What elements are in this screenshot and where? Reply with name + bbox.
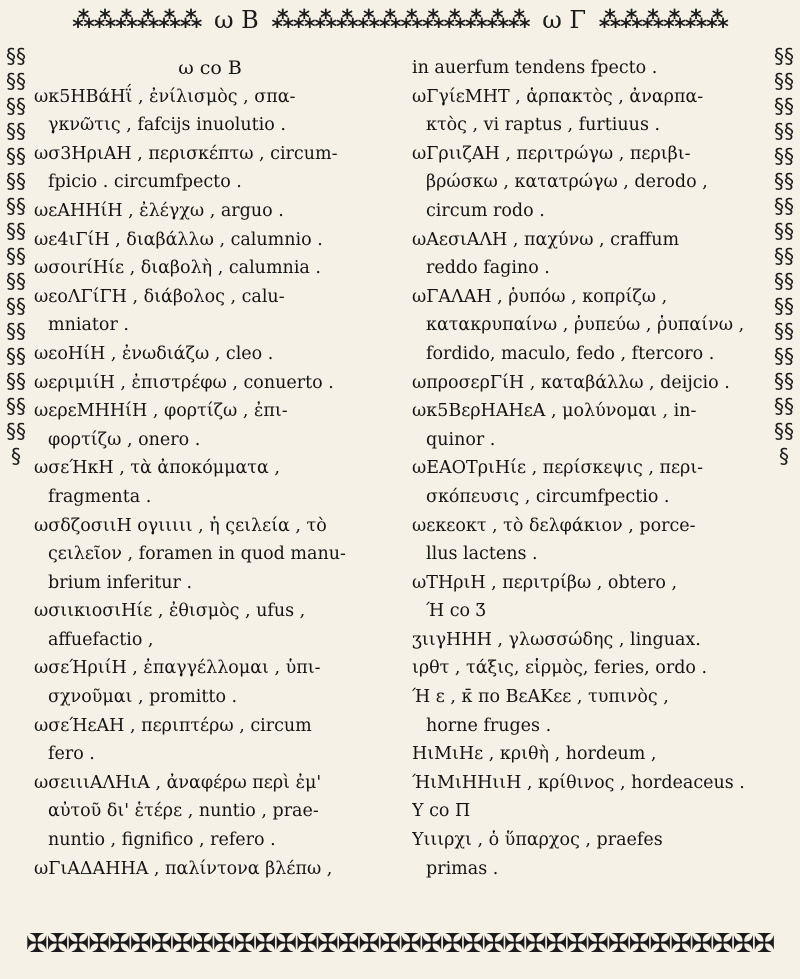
- entry-line: ωκ5ΒερΗΑΗεΑ , μολύνομαι , in-: [412, 401, 697, 422]
- entry-line: quinor .: [426, 429, 496, 450]
- entry-line: βρώσκω , κατατρώγω , derodo ,: [426, 172, 708, 193]
- entry-line: affuefactio ,: [48, 629, 154, 650]
- entry-line: αὐτοῦ δι' ἑτέρε , nuntio , prae-: [48, 801, 319, 822]
- entry-line: ωσεΉριίΗ , ἐπαγγέλλομαι , ὑπι-: [34, 658, 321, 679]
- entry-line: ςειλεῖον , foramen in quod manu-: [48, 544, 346, 565]
- entry-line: ΗιΜιΗε , κριθὴ , hordeum ,: [412, 744, 657, 765]
- entry-line: in auerfum tendens fpecto .: [412, 58, 658, 78]
- entry-line: ωσεΉεΑΗ , περιπτέρω , circum: [34, 715, 312, 736]
- entry-line: fragmenta .: [48, 486, 152, 507]
- entry-line: κτὸς , vi raptus , furtiuus .: [426, 115, 661, 136]
- entry-line: ωεοΛΓίΓΗ , διάβολος , calu-: [34, 286, 285, 307]
- header-letter-left: ω Β: [213, 6, 259, 34]
- entry-line: γκνῶτις , fafcijs inuolutio .: [48, 115, 286, 136]
- entry-line: ιρθτ , τάξις, εἱρμὸς, feries, ordo .: [412, 658, 708, 679]
- header-letter-right: ω Γ: [542, 6, 587, 34]
- entry-line: Ή co Ʒ: [426, 601, 486, 622]
- entry-line: Yιιιρχι , ὁ ὕπαρχος , praefes: [412, 830, 663, 851]
- left-ornament-border: §§§§§§§§§§§§§§§§§§§§§§§§§§§§§§§§§: [6, 44, 26, 468]
- entry-line: ωΓριιζΑΗ , περιτρώγω , περιβι-: [412, 143, 691, 164]
- entry-line: fero .: [48, 744, 95, 765]
- entry-line: horne fruges .: [426, 715, 552, 736]
- entry-line: fordido, maculo, fedo , ftercoro .: [426, 343, 715, 364]
- entry-line: ωεοΗίΗ , ἐνωδιάζω , cleo .: [34, 343, 274, 364]
- entry-line: ωεκεοκτ , τὸ δελφάκιον , porce-: [412, 515, 696, 536]
- header-ornament-right: ⁂⁂⁂⁂⁂⁂: [598, 7, 728, 33]
- entry-line: ωσοιrίΗίε , διαβολὴ , calumnia .: [34, 258, 321, 279]
- left-column: [34, 54, 386, 904]
- entry-line: fpicio . circumfpecto .: [48, 172, 242, 193]
- right-ornament-border: §§§§§§§§§§§§§§§§§§§§§§§§§§§§§§§§§: [774, 44, 794, 468]
- entry-line: ωκ5ΗΒάΗΐ , ἐνίλισμὸς , σπα-: [34, 86, 296, 107]
- entry-line: mniator .: [48, 315, 129, 336]
- entry-line: ωΓΑΛΑΗ , ῥυπόω , κοπρίζω ,: [412, 286, 668, 307]
- header-ornament-left: ⁂⁂⁂⁂⁂⁂: [72, 7, 202, 33]
- entry-line: nuntio , fignifico , refero .: [48, 830, 276, 851]
- entry-line: Ή ε , κ̄ πο ΒεΑΚεε , τυπινὸς ,: [412, 687, 669, 708]
- entry-line: σκόπευσις , circumfpectio .: [426, 486, 670, 507]
- entry-line: ωε4ιΓίΗ , διαβάλλω , calumnio .: [34, 229, 323, 250]
- entry-line: σχνοῦμαι , promitto .: [48, 687, 238, 708]
- section-heading-b: ω co Β: [178, 57, 242, 79]
- right-entries: [412, 54, 764, 883]
- entry-line: ʒιιγΗΗΗ , γλωσσώδης , linguax.: [412, 629, 701, 650]
- entry-line: ωσειιιΑΛΗιΑ , ἀναφέρω περὶ ἐμ': [34, 772, 322, 793]
- entry-line: ωΤΗριΗ , περιτρίβω , obtero ,: [412, 572, 678, 593]
- right-column: [412, 54, 764, 904]
- entry-line: ωεΑΗΗίΗ , ἐλέγχω , arguo .: [34, 200, 284, 221]
- entry-line: κατακρυπαίνω , ῥυπεύω , ῥυπαίνω ,: [426, 315, 745, 336]
- entry-line: ωπροσερΓίΗ , καταβάλλω , deijcio .: [412, 372, 730, 393]
- entry-line: ωσδζοσιιΗ ογιιιιι , ἡ ςειλεία , τὸ: [34, 515, 327, 536]
- entry-line: Y co Π: [412, 801, 471, 822]
- entry-line: ωΓιΑΔΑΗΗΑ , παλίντονα βλέπω ,: [34, 858, 333, 879]
- entry-line: ωσεΉκΗ , τὰ ἀποκόμματα ,: [34, 458, 280, 479]
- entry-line: brium inferitur .: [48, 572, 193, 593]
- entry-line: llus lactens .: [426, 544, 538, 565]
- entry-line: ωΓγίεΜΗΤ , ἁρπακτὸς , ἀναρπα-: [412, 86, 704, 107]
- header-ornament-band: [8, 6, 792, 40]
- entry-line: φορτίζω , onero .: [48, 429, 201, 450]
- footer-ornament-band: ✠✠✠✠✠✠✠✠✠✠✠✠✠✠✠✠✠✠✠✠✠✠✠✠✠✠✠✠✠✠✠✠✠✠✠✠: [25, 929, 775, 959]
- entry-line: ωΑεσιΑΛΗ , παχύνω , craffum: [412, 229, 680, 250]
- entry-line: primas .: [426, 858, 499, 879]
- entry-line: reddo fagino .: [426, 258, 550, 279]
- header-ornament-middle: ⁂⁂⁂⁂⁂⁂⁂⁂⁂⁂⁂⁂: [271, 7, 530, 33]
- entry-line: ωσ3ΗριΑΗ , περισκέπτω , circum-: [34, 143, 338, 164]
- entry-line: ωΕΑΟΤριΗίε , περίσκεψις , περι-: [412, 458, 704, 479]
- entry-line: ωερεΜΗΗίΗ , φορτίζω , ἐπι-: [34, 401, 288, 422]
- entry-line: ωσιικιοσιΗίε , ἐθισμὸς , ufus ,: [34, 601, 306, 622]
- entry-line: circum rodo .: [426, 200, 545, 221]
- entry-line: ΉιΜιΗΗιιΗ , κρίθινος , hordeaceus .: [412, 772, 745, 793]
- left-entries: [34, 83, 386, 884]
- entry-line: ωεριμιίΗ , ἐπιστρέφω , conuerto .: [34, 372, 334, 393]
